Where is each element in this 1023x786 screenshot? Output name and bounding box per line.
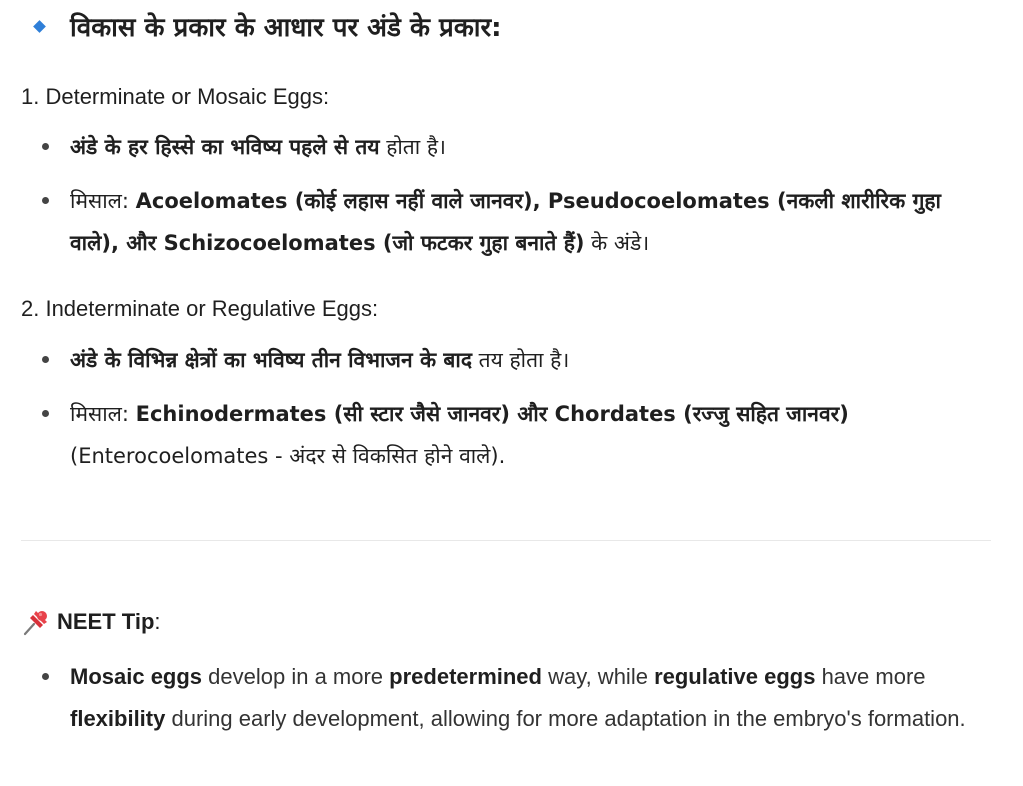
list-item — [21, 126, 996, 168]
bullet-bold-text: Acoelomates (कोई लहास नहीं वाले जानवर), Pseudocoelomates (नकली शारीरिक गुहा वाले), और Schizocoelomates (जो फटकर गुहा बनाते हैं) — [70, 189, 941, 255]
bullet-text: होता है। — [379, 135, 447, 159]
tip-title: NEET Tip — [57, 609, 155, 634]
section-divider — [21, 540, 991, 541]
bullet-text: (Enterocoelomates - अंदर से विकसित होने वाले). — [70, 444, 506, 468]
tip-bold-4: flexibility — [70, 706, 166, 731]
tip-bold-3: regulative eggs — [654, 664, 816, 689]
diamond-icon — [33, 20, 46, 33]
section1-title: 1. Determinate or Mosaic Eggs: — [21, 84, 330, 109]
bullet-bold-text: अंडे के हर हिस्से का भविष्य पहले से तय — [70, 135, 380, 159]
list-item — [21, 656, 996, 740]
bullet-text: के अंडे। — [584, 231, 650, 255]
tip-bold-2: predetermined — [389, 664, 542, 689]
list-item — [21, 180, 996, 264]
tip-colon: : — [154, 609, 161, 634]
list-item — [21, 393, 996, 477]
heading-text: विकास के प्रकार के आधार पर अंडे के प्रकार: — [70, 13, 502, 43]
section-heading — [31, 8, 502, 44]
bullet-bold-text: Echinodermates (सी स्टार जैसे जानवर) और Chordates (रज्जु सहित जानवर) — [135, 402, 849, 426]
bullet-text: तय होता है। — [472, 348, 570, 372]
section2-title: 2. Indeterminate or Regulative Eggs: — [21, 296, 379, 321]
bullet-bold-text: अंडे के विभिन्न क्षेत्रों का भविष्य तीन विभाजन के बाद — [70, 348, 472, 372]
bullet-dot-icon — [42, 197, 49, 204]
section1-list — [21, 126, 996, 264]
pushpin-icon — [21, 607, 51, 637]
list-item — [21, 339, 996, 381]
bullet-dot-icon — [42, 410, 49, 417]
bullet-prefix: मिसाल: — [70, 189, 136, 213]
bullet-prefix: मिसाल: — [70, 402, 136, 426]
tip-heading — [21, 607, 161, 637]
tip-list — [21, 656, 996, 740]
bullet-dot-icon — [42, 143, 49, 150]
tip-text-4: during early development, allowing for more adaptation in the embryo's formation. — [165, 706, 966, 731]
bullet-dot-icon — [42, 673, 49, 680]
bullet-dot-icon — [42, 356, 49, 363]
tip-bold-1: Mosaic eggs — [70, 664, 203, 689]
tip-text-1: develop in a more — [202, 664, 390, 689]
tip-text-2: way, while — [541, 664, 655, 689]
section2-list — [21, 339, 996, 477]
tip-text-3: have more — [815, 664, 926, 689]
